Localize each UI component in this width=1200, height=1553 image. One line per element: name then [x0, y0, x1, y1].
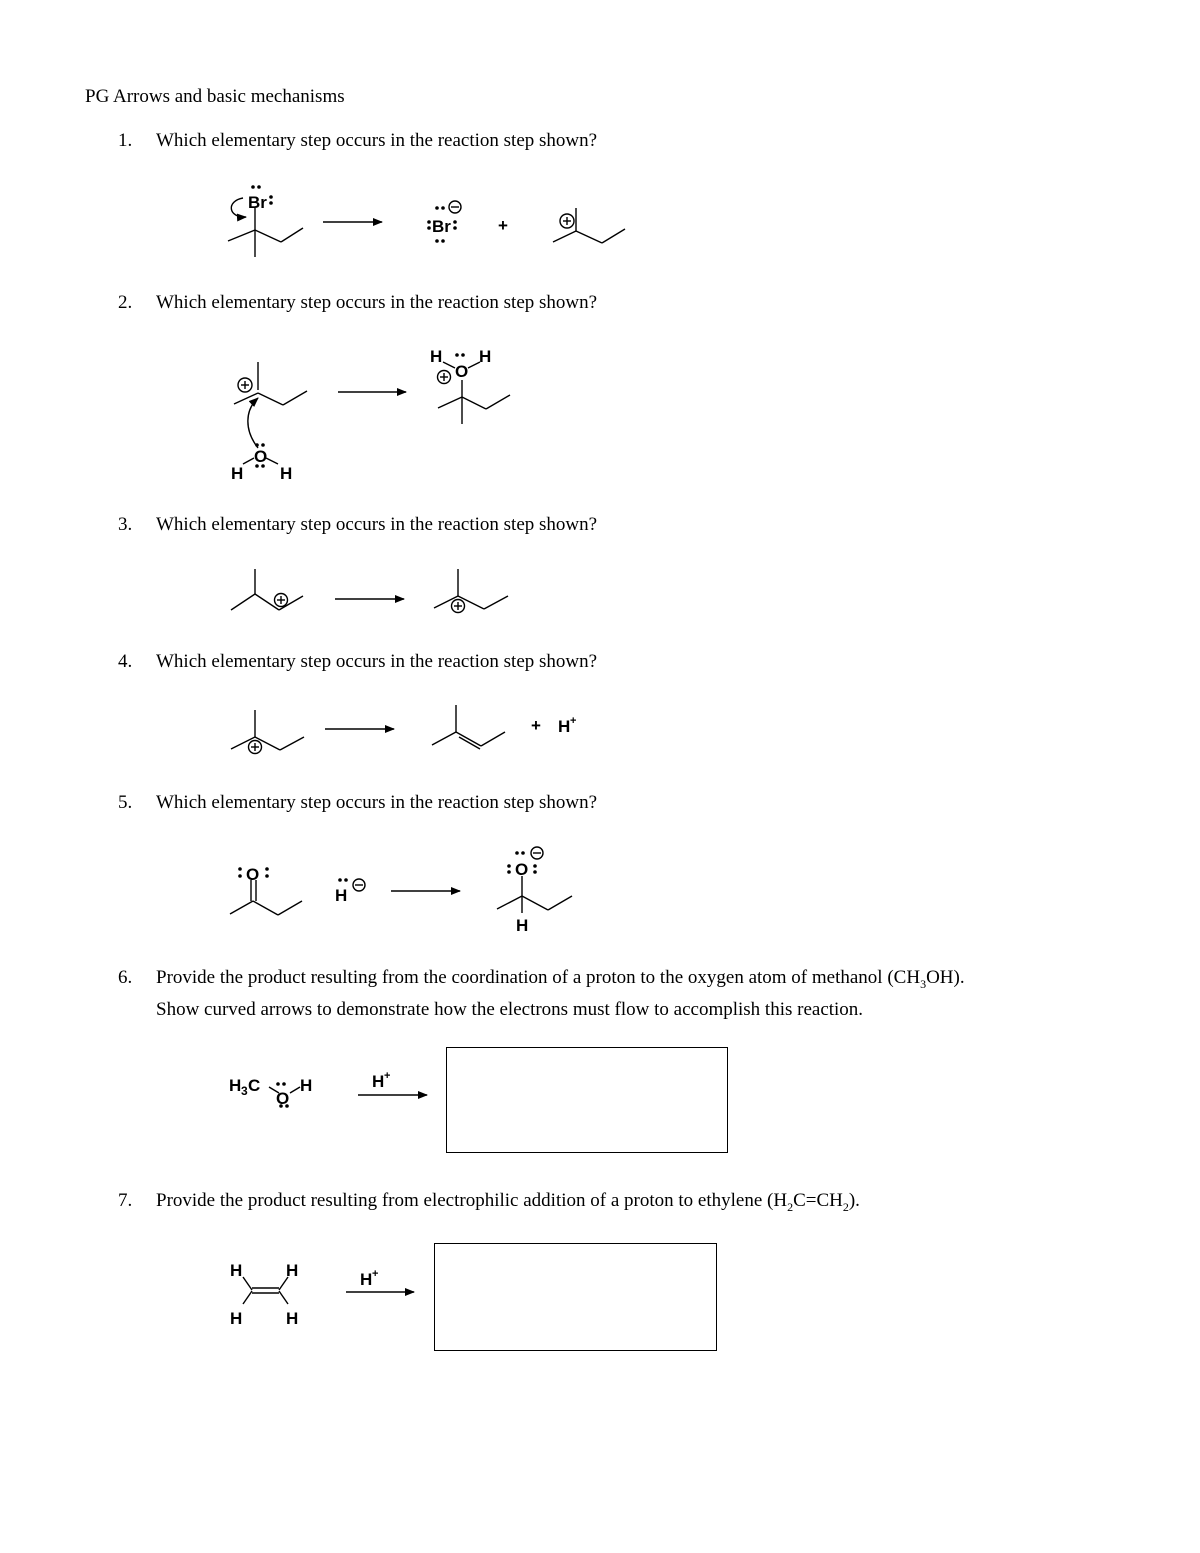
atom-label-h: H [516, 916, 529, 935]
lone-pair-dots [238, 185, 537, 1108]
charge-sup: + [384, 1070, 391, 1082]
plus-sign: + [531, 716, 541, 735]
atom-label-br: Br [248, 193, 267, 212]
question-number: 6. [118, 967, 133, 988]
curved-arrow-icon [248, 398, 258, 448]
question-text: Which elementary step occurs in the reaction step shown? [156, 130, 598, 151]
question-text: Which elementary step occurs in the reaction step shown? [156, 514, 598, 535]
question-number: 7. [118, 1190, 133, 1211]
atom-label-h: H [479, 347, 492, 366]
question-number: 3. [118, 514, 133, 535]
atom-label-h: H [286, 1309, 299, 1328]
question-number: 2. [118, 292, 133, 313]
curved-arrow-icon [231, 198, 246, 217]
reaction-7 [243, 1277, 414, 1304]
question-text: Which elementary step occurs in the reaction step shown? [156, 651, 598, 672]
charge-sup: + [570, 715, 577, 727]
question-text: Which elementary step occurs in the reaction step shown? [156, 792, 598, 813]
reaction-5 [230, 847, 572, 915]
atom-label-h3c: H [229, 1076, 242, 1095]
question-text: Which elementary step occurs in the reaction step shown? [156, 292, 598, 313]
atom-label-h: H [231, 464, 244, 483]
question-text: Provide the product resulting from electrophilic addition of a proton to ethylene $(H_2C=CH_2)$. [156, 1190, 860, 1214]
atom-label-br: Br [432, 217, 451, 236]
reaction-1 [228, 198, 625, 257]
reagent-h: H [360, 1270, 373, 1289]
subscript: 3 [241, 1084, 248, 1098]
question-number: 4. [118, 651, 133, 672]
question-number: 1. [118, 130, 133, 151]
atom-label-o: O [254, 447, 268, 466]
atom-label-o: O [515, 860, 529, 879]
plus-sign: + [498, 216, 508, 235]
atom-label-o: O [246, 865, 260, 884]
reaction-4 [231, 705, 505, 754]
atom-label-o: O [455, 362, 469, 381]
reaction-3 [231, 569, 508, 613]
charge-sup: + [372, 1268, 379, 1280]
atom-label-h: H [286, 1261, 299, 1280]
atom-label-h: H [280, 464, 293, 483]
atom-label-h3c: C [248, 1076, 261, 1095]
atom-label-h: H [558, 717, 571, 736]
atom-label-o: O [276, 1089, 290, 1108]
reagent-h: H [372, 1072, 385, 1091]
atom-label-h: H [230, 1261, 243, 1280]
reaction-6 [269, 1087, 427, 1095]
atom-label-h: H [230, 1309, 243, 1328]
atom-label-h: H [300, 1076, 313, 1095]
atom-label-h: H [335, 886, 348, 905]
page-title: PG Arrows and basic mechanisms [85, 86, 345, 107]
atom-label-h: H [430, 347, 443, 366]
question-number: 5. [118, 792, 133, 813]
question-text: Provide the product resulting from the coordination of a proton to the oxygen atom of methanol $(CH_3OH)$. Show curved arrows to demonstrate how the electrons must flow to accomplish this reaction. [156, 967, 965, 1020]
reaction-2 [234, 362, 510, 464]
